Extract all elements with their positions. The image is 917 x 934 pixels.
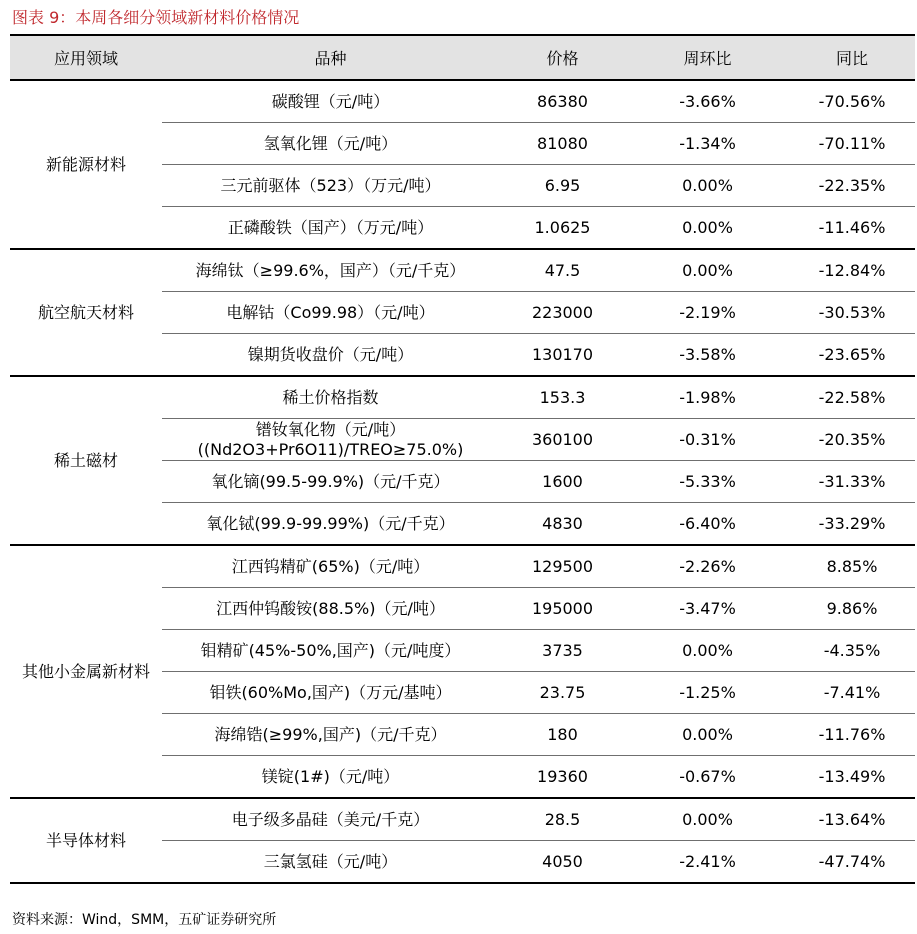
variety-cell: 碳酸锂（元/吨） (162, 80, 499, 123)
price-cell: 81080 (499, 123, 626, 165)
yoy-cell: -70.56% (789, 80, 915, 123)
variety-cell: 氢氧化锂（元/吨） (162, 123, 499, 165)
wow-cell: -1.25% (626, 672, 789, 714)
variety-cell: 镁锭(1#)（元/吨） (162, 756, 499, 799)
price-cell: 47.5 (499, 249, 626, 292)
header-yoy: 同比 (789, 35, 915, 80)
variety-cell: 电子级多晶硅（美元/千克） (162, 798, 499, 841)
variety-cell: 江西仲钨酸铵(88.5%)（元/吨） (162, 588, 499, 630)
wow-cell: -5.33% (626, 461, 789, 503)
price-cell: 223000 (499, 292, 626, 334)
price-cell: 1600 (499, 461, 626, 503)
wow-cell: -3.58% (626, 334, 789, 377)
variety-cell: 电解钴（Co99.98）（元/吨） (162, 292, 499, 334)
price-cell: 195000 (499, 588, 626, 630)
domain-rare-earth: 稀土磁材 (10, 376, 162, 545)
variety-cell: 稀土价格指数 (162, 376, 499, 419)
variety-cell: 正磷酸铁（国产）（万元/吨） (162, 207, 499, 250)
table-row (10, 249, 915, 292)
figure-caption: 图表 9：本周各细分领域新材料价格情况 (12, 8, 300, 27)
price-cell: 180 (499, 714, 626, 756)
wow-cell: -1.34% (626, 123, 789, 165)
header-domain: 应用领域 (10, 35, 162, 80)
table-row (10, 798, 915, 841)
wow-cell: -2.26% (626, 545, 789, 588)
yoy-cell: -13.49% (789, 756, 915, 799)
wow-cell: 0.00% (626, 207, 789, 250)
wow-cell: -2.19% (626, 292, 789, 334)
yoy-cell: -13.64% (789, 798, 915, 841)
yoy-cell: -12.84% (789, 249, 915, 292)
price-cell: 6.95 (499, 165, 626, 207)
yoy-cell: -33.29% (789, 503, 915, 546)
variety-cell: 三氯氢硅（元/吨） (162, 841, 499, 884)
variety-cell: 氧化铽(99.9-99.99%)（元/千克） (162, 503, 499, 546)
price-cell: 4050 (499, 841, 626, 884)
domain-aerospace: 航空航天材料 (10, 249, 162, 376)
variety-cell (162, 419, 499, 461)
yoy-cell: -7.41% (789, 672, 915, 714)
wow-cell: 0.00% (626, 798, 789, 841)
variety-cell: 镍期货收盘价（元/吨） (162, 334, 499, 377)
wow-cell: -3.47% (626, 588, 789, 630)
wow-cell: -1.98% (626, 376, 789, 419)
yoy-cell: -70.11% (789, 123, 915, 165)
domain-minor-metals: 其他小金属新材料 (10, 545, 162, 798)
variety-cell: 钼精矿(45%-50%,国产)（元/吨度） (162, 630, 499, 672)
variety-line: 镨钕氧化物（元/吨） (255, 419, 406, 439)
price-cell: 28.5 (499, 798, 626, 841)
source-note: 资料来源：Wind，SMM，五矿证券研究所 (12, 912, 277, 928)
table-row (10, 376, 915, 419)
yoy-cell: -20.35% (789, 419, 915, 461)
domain-semiconductor: 半导体材料 (10, 798, 162, 883)
yoy-cell: -23.65% (789, 334, 915, 377)
price-cell: 23.75 (499, 672, 626, 714)
yoy-cell: 8.85% (789, 545, 915, 588)
yoy-cell: -22.35% (789, 165, 915, 207)
variety-cell: 钼铁(60%Mo,国产)（万元/基吨） (162, 672, 499, 714)
domain-new-energy: 新能源材料 (10, 80, 162, 249)
wow-cell: 0.00% (626, 714, 789, 756)
price-cell: 4830 (499, 503, 626, 546)
header-variety: 品种 (162, 35, 499, 80)
header-wow: 周环比 (626, 35, 789, 80)
wow-cell: -2.41% (626, 841, 789, 884)
price-table (10, 34, 915, 884)
variety-cell: 江西钨精矿(65%)（元/吨） (162, 545, 499, 588)
wow-cell: -6.40% (626, 503, 789, 546)
variety-cell: 海绵钛（≥99.6%，国产）（元/千克） (162, 249, 499, 292)
wow-cell: 0.00% (626, 249, 789, 292)
variety-cell: 海绵锆(≥99%,国产)（元/千克） (162, 714, 499, 756)
yoy-cell: -30.53% (789, 292, 915, 334)
yoy-cell: -31.33% (789, 461, 915, 503)
yoy-cell: 9.86% (789, 588, 915, 630)
wow-cell: -3.66% (626, 80, 789, 123)
price-cell: 86380 (499, 80, 626, 123)
wow-cell: 0.00% (626, 630, 789, 672)
price-cell: 130170 (499, 334, 626, 377)
yoy-cell: -47.74% (789, 841, 915, 884)
wow-cell: 0.00% (626, 165, 789, 207)
yoy-cell: -4.35% (789, 630, 915, 672)
yoy-cell: -11.76% (789, 714, 915, 756)
price-cell: 3735 (499, 630, 626, 672)
variety-cell: 氧化镝(99.5-99.9%)（元/千克） (162, 461, 499, 503)
price-cell: 19360 (499, 756, 626, 799)
variety-cell: 三元前驱体（523）（万元/吨） (162, 165, 499, 207)
variety-line: ((Nd2O3+Pr6O11)/TREO≥75.0%) (197, 439, 464, 459)
price-cell: 153.3 (499, 376, 626, 419)
wow-cell: -0.31% (626, 419, 789, 461)
yoy-cell: -11.46% (789, 207, 915, 250)
price-cell: 1.0625 (499, 207, 626, 250)
table-header-row (10, 35, 915, 80)
price-cell: 360100 (499, 419, 626, 461)
header-price: 价格 (499, 35, 626, 80)
yoy-cell: -22.58% (789, 376, 915, 419)
price-cell: 129500 (499, 545, 626, 588)
table-row (10, 80, 915, 123)
table-row (10, 545, 915, 588)
wow-cell: -0.67% (626, 756, 789, 799)
